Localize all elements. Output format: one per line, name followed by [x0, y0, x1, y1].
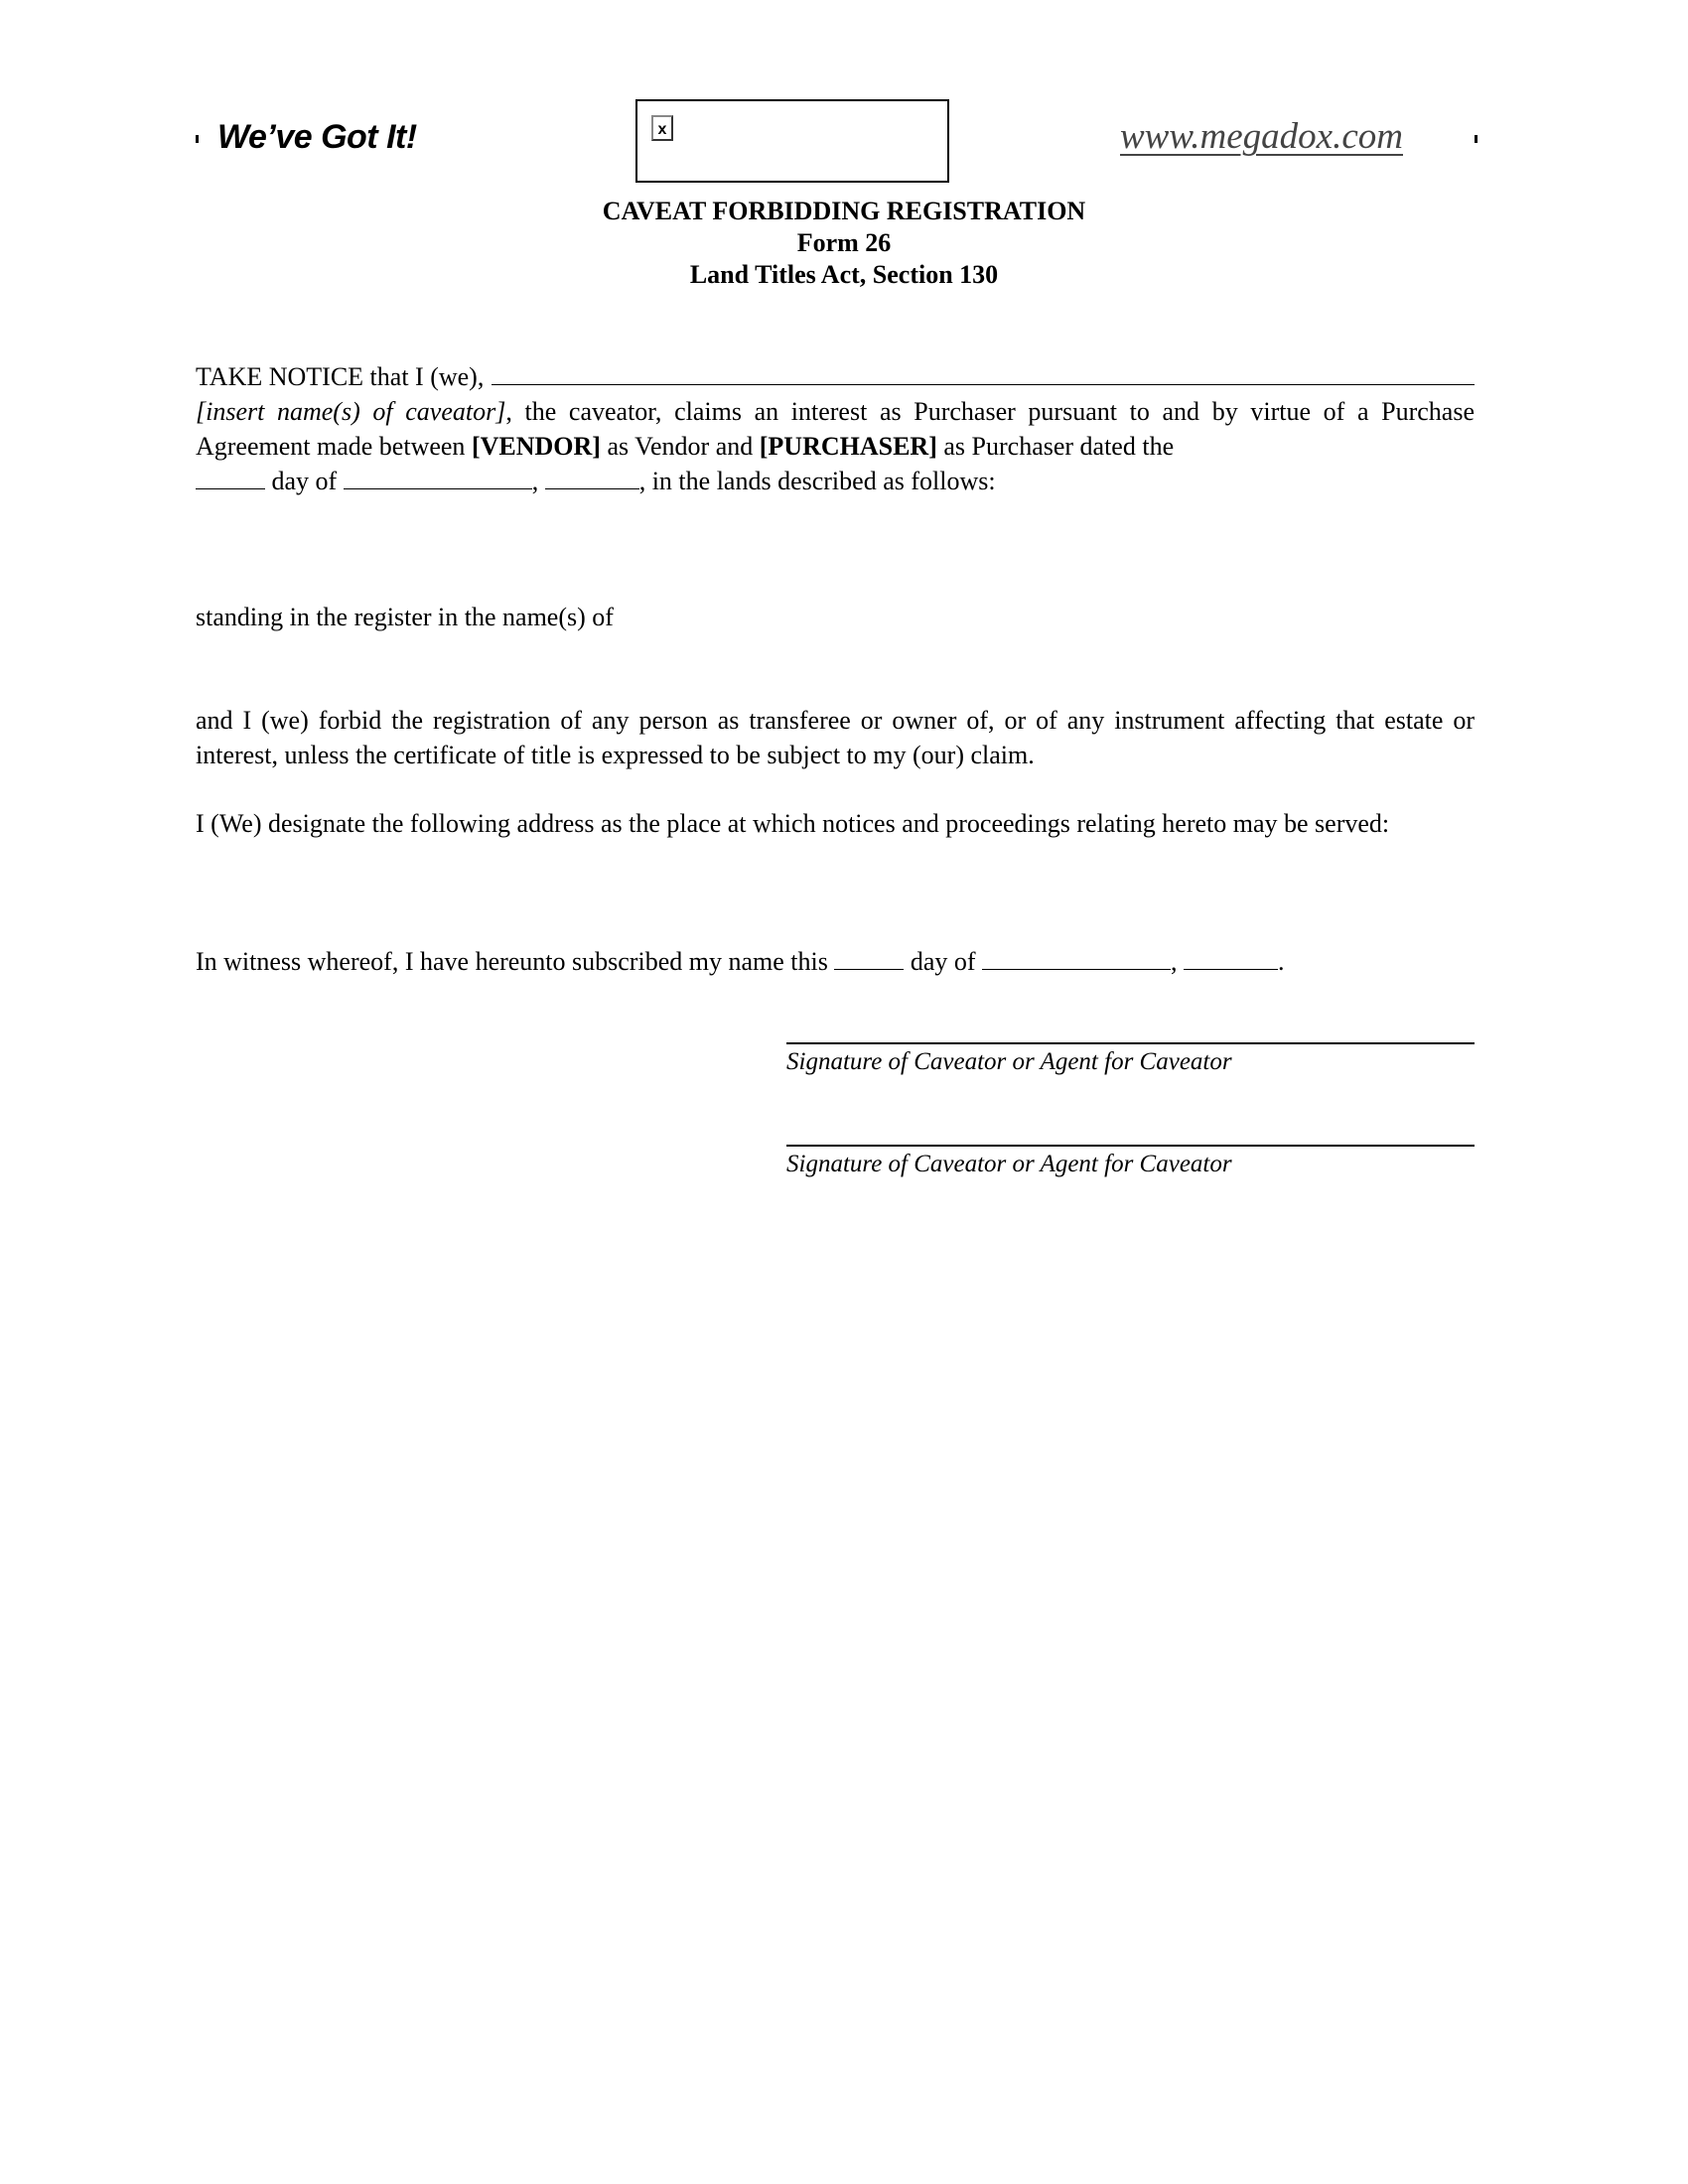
witness-day-field[interactable] — [834, 945, 904, 970]
witness-text: In witness whereof, I have hereunto subscribed my name this — [196, 947, 828, 976]
document-title: CAVEAT FORBIDDING REGISTRATION — [602, 197, 1086, 225]
day-of-label: day of — [910, 947, 976, 976]
notice-text: , the caveator, claims an interest as Purchaser pursuant to and by virtue of a Purchase Agreement made between — [196, 397, 1475, 461]
margin-mark — [196, 135, 199, 143]
period: . — [1278, 947, 1285, 976]
witness-month-field[interactable] — [982, 945, 1171, 970]
notice-text: as Vendor and — [600, 432, 760, 461]
address-paragraph: I (We) designate the following address as the place at which notices and proceedings relating hereto may be served: — [196, 809, 1390, 838]
website-link[interactable]: www.megadox.com — [1120, 116, 1403, 157]
registered-owner-text: standing in the register in the name(s) of — [196, 603, 614, 631]
signature-line-2[interactable] — [786, 1145, 1475, 1147]
logo-image-placeholder — [635, 99, 949, 183]
day-field[interactable] — [196, 465, 265, 489]
insert-instruction: [insert name(s) of caveator] — [196, 397, 506, 426]
notice-paragraph — [196, 359, 1475, 498]
purchaser-placeholder: [PURCHASER] — [759, 432, 937, 461]
slogan: We’ve Got It! — [217, 118, 417, 156]
statute-reference: Land Titles Act, Section 130 — [689, 260, 999, 289]
signature-label-2: Signature of Caveator or Agent for Caveator — [786, 1151, 1232, 1177]
form-number: Form 26 — [796, 228, 892, 257]
vendor-placeholder: [VENDOR] — [471, 432, 601, 461]
forbid-paragraph: and I (we) forbid the registration of any person as transferee or owner of, or of any instrument affecting that estate or interest, unless the certificate of title is expressed to be subject to my (our) claim. — [196, 706, 1475, 769]
comma: , — [1171, 947, 1178, 976]
year-field[interactable] — [545, 465, 639, 489]
notice-lead: TAKE NOTICE that I (we), — [196, 362, 485, 391]
signature-label-1: Signature of Caveator or Agent for Caveator — [786, 1048, 1232, 1075]
notice-text: , in the lands described as follows: — [638, 467, 996, 495]
witness-paragraph — [196, 944, 1475, 979]
margin-mark — [1475, 135, 1477, 143]
signature-line-1[interactable] — [786, 1042, 1475, 1044]
notice-text: as Purchaser dated the — [936, 432, 1175, 461]
day-of-label: day of — [271, 467, 338, 495]
month-field[interactable] — [344, 465, 532, 489]
caveator-name-field[interactable] — [492, 360, 1475, 385]
witness-year-field[interactable] — [1184, 945, 1278, 970]
broken-image-icon: x — [651, 115, 673, 141]
comma: , — [531, 467, 539, 495]
